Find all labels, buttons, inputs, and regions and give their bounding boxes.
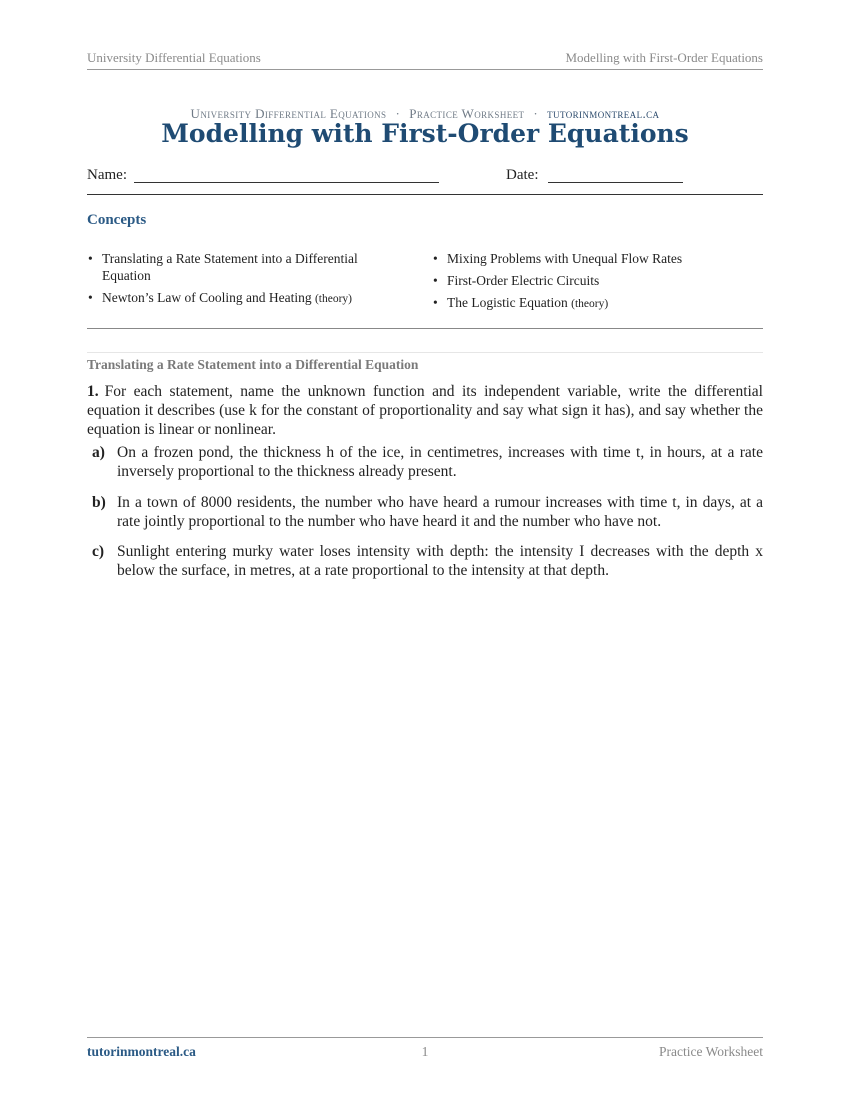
kicker-type: Practice Worksheet xyxy=(409,106,525,121)
page-title: Modelling with First-Order Equations xyxy=(161,119,689,148)
problem-part-a xyxy=(87,443,763,481)
concepts-heading: Concepts xyxy=(87,212,147,228)
concept-text: First-Order Electric Circuits xyxy=(447,273,600,288)
concept-tag: (theory) xyxy=(314,293,353,305)
section-divider xyxy=(87,352,763,353)
running-header-left: University Differential Equations xyxy=(87,50,261,65)
part-text: On a frozen pond, the thickness h of the ice, in centimetres, increases with time t, in hours, at a rate inversely proportional to the thickness already present. xyxy=(117,444,763,480)
concept-item xyxy=(432,294,762,313)
section-heading: Translating a Rate Statement into a Differential Equation xyxy=(87,357,419,372)
concept-item xyxy=(87,289,402,308)
footer-label: Practice Worksheet xyxy=(659,1044,763,1059)
date-field-line[interactable] xyxy=(548,182,683,183)
concepts-list-left xyxy=(87,250,402,313)
footer-site: tutorinmontreal.ca xyxy=(87,1044,196,1059)
concepts-box xyxy=(87,250,763,329)
concept-text: Translating a Rate Statement into a Differential Equation xyxy=(102,251,358,283)
part-label: b) xyxy=(92,494,106,511)
part-text: Sunlight entering murky water loses intensity with depth: the intensity I decreases with the depth x below the surface, in metres, at a rate proportional to the intensity at that depth. xyxy=(117,543,763,579)
concept-text: Newton’s Law of Cooling and Heating xyxy=(102,290,312,305)
name-date-row xyxy=(87,166,763,195)
problem-statement xyxy=(87,382,763,439)
kicker-course: University Differential Equations xyxy=(190,106,387,121)
part-text: In a town of 8000 residents, the number who have heard a rumour increases with time t, in days, at a rate jointly proportional to the number who have heard it and the number who have not. xyxy=(117,494,763,530)
running-header xyxy=(87,50,763,70)
problem-part-b xyxy=(87,493,763,531)
problem-part-c xyxy=(87,542,763,580)
concept-item xyxy=(432,272,762,289)
kicker-site: tutorinmontreal.ca xyxy=(547,106,660,121)
page-footer xyxy=(87,1037,763,1068)
name-label: Name: xyxy=(87,167,127,183)
concept-tag: (theory) xyxy=(571,298,609,310)
concepts-list-right xyxy=(432,250,762,318)
problem-text: For each statement, name the unknown function and its independent variable, write the differential equation it describes (use k for the constant of proportionality and say what sign it has), and say whether the equation is linear or nonlinear. xyxy=(87,383,763,438)
concept-text: The Logistic Equation xyxy=(447,295,568,310)
part-label: c) xyxy=(92,543,105,560)
problem-number: 1. xyxy=(87,383,99,400)
date-label: Date: xyxy=(506,167,539,183)
name-field-line[interactable] xyxy=(134,182,439,183)
concept-item xyxy=(87,250,402,284)
running-header-right: Modelling with First-Order Equations xyxy=(565,50,763,65)
concept-text: Mixing Problems with Unequal Flow Rates xyxy=(447,251,683,266)
part-label: a) xyxy=(92,444,105,461)
footer-page-number: 1 xyxy=(421,1044,429,1059)
kicker-separator: · xyxy=(533,106,539,121)
kicker-separator: · xyxy=(395,106,401,121)
concept-item xyxy=(432,250,762,267)
